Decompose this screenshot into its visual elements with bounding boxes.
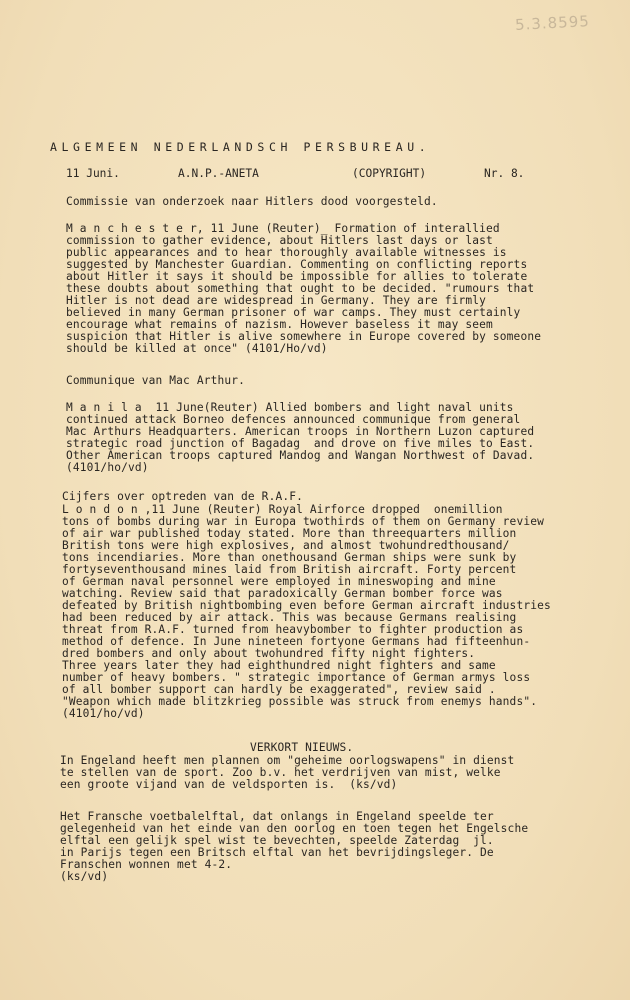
article-line: (4101/ho/vd) bbox=[62, 707, 145, 720]
article-line: Hitler is not dead are widespread in Germany. They are firmly bbox=[66, 294, 487, 307]
article-line: L o n d o n ,11 June (Reuter) Royal Airforce dropped onemillion bbox=[62, 503, 503, 516]
article-line: believed in many German prisoner of war camps. They must certainly bbox=[66, 306, 521, 319]
article-line: continued attack Borneo defences announced communique from general bbox=[66, 413, 521, 426]
article-line: suggested by Manchester Guardian. Commenting on conflicting reports bbox=[66, 258, 528, 271]
article-line: encourage what remains of nazism. However baseless it may seem bbox=[66, 318, 493, 331]
article-line: elftal een gelijk spel wist te bevechten, speelde Zaterdag jl. bbox=[60, 834, 494, 847]
article-title: Communique van Mac Arthur. bbox=[66, 374, 246, 387]
article-line: had been reduced by air attack. This was because Germans realising bbox=[62, 611, 517, 624]
article-line: defeated by British nightbombing even before German aircraft industries bbox=[62, 599, 551, 612]
article-line: in Parijs tegen een Britsch elftal van het bevrijdingsleger. De bbox=[60, 846, 494, 859]
article-line: of German naval personnel were employed in mineswoping and mine bbox=[62, 575, 496, 588]
agency-header: ALGEMEEN NEDERLANDSCH PERSBUREAU. bbox=[50, 140, 431, 154]
article-line: M a n c h e s t e r, 11 June (Reuter)_ Formation of interallied bbox=[66, 222, 500, 235]
article-line: M a n i l a 11 June(Reuter) Allied bombers and light naval units bbox=[66, 401, 514, 414]
article-line: Other American troops captured Mandog and Wangan Northwest of Davad. bbox=[66, 449, 535, 462]
article-line: watching. Review said that paradoxically German bomber force was bbox=[62, 587, 503, 600]
article-line: these doubts about something that ought to be decided. "rumours that bbox=[66, 282, 535, 295]
bulletin-number: Nr. 8. bbox=[484, 167, 525, 180]
article-line: of all bomber support can hardly be exaggerated", review said . bbox=[62, 683, 496, 696]
article-line: "Weapon which made blitzkrieg possible was struck from enemys hands". bbox=[62, 695, 538, 708]
bulletin-date: 11 Juni. bbox=[66, 167, 120, 180]
article-line: fortyseventhousand mines laid from British aircraft. Forty percent bbox=[62, 563, 517, 576]
article-line: of air war published today stated. More than threequarters million bbox=[62, 527, 517, 540]
agency-code: A.N.P.-ANETA bbox=[178, 167, 259, 180]
article-line: gelegenheid van het einde van den oorlog en toen tegen het Engelsche bbox=[60, 822, 529, 835]
article-line: te stellen van de sport. Zoo b.v. het verdrijven van mist, welke bbox=[60, 766, 501, 779]
article-line: British tons were high explosives, and almost twohundredthousand/ bbox=[62, 539, 510, 552]
article-line: (ks/vd) bbox=[60, 870, 109, 883]
copyright-label: (COPYRIGHT) bbox=[352, 167, 427, 180]
article-line: tons of bombs during war in Europa twothirds of them on Germany review bbox=[62, 515, 544, 528]
article-line: commission to gather evidence, about Hitlers last days or last bbox=[66, 234, 493, 247]
article-line: (4101/ho/vd) bbox=[66, 461, 149, 474]
article-line: Three years later they had eighthundred night fighters and same bbox=[62, 659, 496, 672]
article-line: number of heavy bombers. " strategic importance of German armys loss bbox=[62, 671, 531, 684]
article-line: In Engeland heeft men plannen om "geheime oorlogswapens" in dienst bbox=[60, 754, 515, 767]
article-line: public appearances and to hear thoroughly available witnesses is bbox=[66, 246, 507, 259]
article-line: Het Fransche voetbalelftal, dat onlangs in Engeland speelde ter bbox=[60, 810, 494, 823]
article-line: about Hitler it says it should be impossible for allies to tolerate bbox=[66, 270, 528, 283]
article-line: Mac Arthurs Headquarters. American troops in Northern Luzon captured bbox=[66, 425, 535, 438]
article-line: dred bombers and only about twohundred fifty night fighters. bbox=[62, 647, 476, 660]
article-line: threat from R.A.F. turned from heavybomber to fighter production as bbox=[62, 623, 524, 636]
article-line: should be killed at once" (4101/Ho/vd) bbox=[66, 342, 328, 355]
article-title: Cijfers over optreden van de R.A.F. bbox=[62, 490, 303, 503]
archive-number: 5.3.8595 bbox=[514, 12, 591, 34]
article-line: method of defence. In June nineteen fortyone Germans had fifteenhun- bbox=[62, 635, 531, 648]
section-title: VERKORT NIEUWS. bbox=[250, 741, 354, 754]
article-line: Franschen wonnen met 4-2. bbox=[60, 858, 233, 871]
article-title: Commissie van onderzoek naar Hitlers dood voorgesteld. bbox=[66, 195, 438, 208]
article-line: een groote vijand van de veldsporten is. (ks/vd) bbox=[60, 778, 398, 791]
article-line: tons incendiaries. More than onethousand German ships were sunk by bbox=[62, 551, 517, 564]
article-line: suspicion that Hitler is alive somewhere in Europe covered by someone bbox=[66, 330, 542, 343]
article-line: strategic road junction of Bagadag and drove on five miles to East. bbox=[66, 437, 535, 450]
